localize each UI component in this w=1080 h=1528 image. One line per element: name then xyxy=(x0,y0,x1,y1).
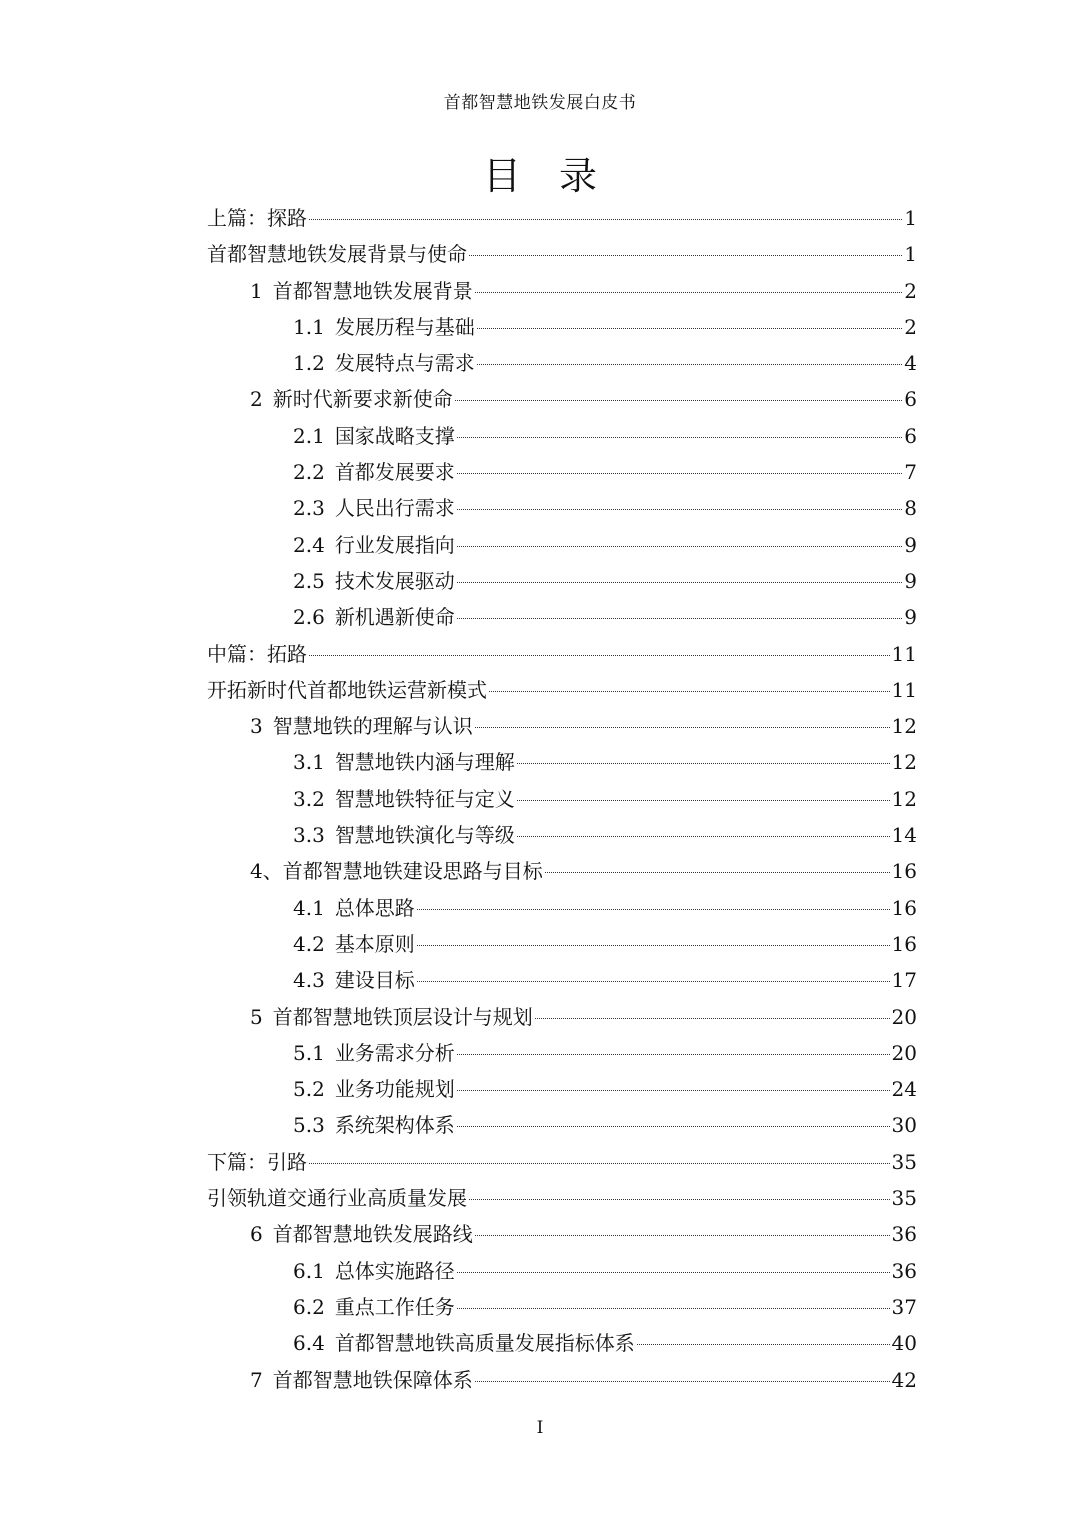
toc-entry-number: 2.2 xyxy=(293,460,325,485)
dot-leader xyxy=(469,255,902,256)
toc-entry-page: 6 xyxy=(904,423,917,448)
toc-entry-page: 9 xyxy=(904,605,917,630)
toc-entry-title: 智慧地铁内涵与理解 xyxy=(334,750,515,775)
dot-leader xyxy=(517,800,890,801)
toc-entry[interactable] xyxy=(207,1180,917,1216)
toc-entry-title: 开拓新时代首都地铁运营新模式 xyxy=(207,677,487,702)
toc-entry-page: 30 xyxy=(891,1113,917,1138)
toc-entry-title: 4、首都智慧地铁建设思路与目标 xyxy=(250,859,543,884)
dot-leader xyxy=(457,437,902,438)
toc-entry-title: 智慧地铁演化与等级 xyxy=(334,823,515,848)
dot-leader xyxy=(309,655,890,656)
toc-entry[interactable] xyxy=(207,200,917,236)
toc-entry[interactable] xyxy=(207,890,917,926)
toc-entry-number: 3 xyxy=(250,714,263,739)
dot-leader xyxy=(457,1126,890,1127)
toc-entry[interactable] xyxy=(207,636,917,672)
toc-entry-title: 技术发展驱动 xyxy=(334,568,455,593)
dot-leader xyxy=(475,1235,890,1236)
toc-title: 目 录 xyxy=(482,154,597,198)
toc-entry[interactable] xyxy=(207,345,917,381)
dot-leader xyxy=(417,981,890,982)
toc-entry-page: 40 xyxy=(891,1331,917,1356)
toc-entry-title: 人民出行需求 xyxy=(334,496,455,521)
toc-entry-title: 总体思路 xyxy=(334,895,415,920)
toc-entry[interactable] xyxy=(207,708,917,744)
toc-entry-page: 16 xyxy=(891,895,917,920)
toc-entry-page: 17 xyxy=(891,968,917,993)
dot-leader xyxy=(457,1090,890,1091)
dot-leader xyxy=(475,292,903,293)
toc-entry[interactable] xyxy=(207,1071,917,1107)
toc-entry-page: 20 xyxy=(891,1040,917,1065)
toc-entry-page: 16 xyxy=(891,931,917,956)
toc-entry-title: 建设目标 xyxy=(334,968,415,993)
toc-entry-title: 基本原则 xyxy=(334,931,415,956)
toc-entry-number: 4.3 xyxy=(293,968,325,993)
toc-entry-page: 11 xyxy=(891,641,917,666)
toc-entry-number: 7 xyxy=(250,1367,263,1392)
toc-entry-number: 5.1 xyxy=(293,1040,325,1065)
toc-entry-title: 总体实施路径 xyxy=(334,1258,455,1283)
toc-entry[interactable] xyxy=(207,381,917,417)
toc-entry[interactable] xyxy=(207,672,917,708)
toc-entry[interactable] xyxy=(207,418,917,454)
dot-leader xyxy=(457,1054,890,1055)
dot-leader xyxy=(417,945,890,946)
toc-entry-title: 上篇：探路 xyxy=(207,206,307,230)
toc-entry-title: 新机遇新使命 xyxy=(334,605,455,630)
toc-entry-page: 20 xyxy=(891,1004,917,1029)
toc-entry-title: 首都智慧地铁顶层设计与规划 xyxy=(272,1004,533,1029)
toc-entry-number: 5 xyxy=(250,1004,263,1029)
dot-leader xyxy=(309,219,902,220)
toc-entry[interactable] xyxy=(207,490,917,526)
toc-entry[interactable] xyxy=(207,817,917,853)
toc-entry[interactable] xyxy=(207,527,917,563)
toc-entry-page: 2 xyxy=(904,278,917,303)
toc-entry-number: 3.2 xyxy=(293,786,325,811)
toc-entry-title: 下篇：引路 xyxy=(207,1149,307,1174)
toc-entry-title: 新时代新要求新使命 xyxy=(272,387,453,412)
toc-entry-page: 12 xyxy=(891,750,917,775)
toc-entry-title: 智慧地铁特征与定义 xyxy=(334,786,515,811)
dot-leader xyxy=(477,328,902,329)
toc-entry[interactable] xyxy=(207,962,917,998)
toc-entry-page: 36 xyxy=(891,1258,917,1283)
table-of-contents xyxy=(207,200,917,1398)
dot-leader xyxy=(457,473,902,474)
dot-leader xyxy=(457,1272,890,1273)
toc-entry-title: 国家战略支撑 xyxy=(334,423,455,448)
dot-leader xyxy=(457,618,902,619)
toc-entry[interactable] xyxy=(207,1289,917,1325)
dot-leader xyxy=(517,836,890,837)
toc-entry-title: 行业发展指向 xyxy=(334,532,455,557)
toc-entry-number: 1 xyxy=(250,278,263,303)
toc-entry-page: 14 xyxy=(891,823,917,848)
toc-entry-title: 发展特点与需求 xyxy=(334,351,475,376)
toc-entry[interactable] xyxy=(207,999,917,1035)
toc-entry-title: 首都智慧地铁发展背景 xyxy=(272,278,473,303)
dot-leader xyxy=(457,509,902,510)
dot-leader xyxy=(309,1163,890,1164)
toc-entry-number: 4.1 xyxy=(293,895,325,920)
toc-entry-number: 6.4 xyxy=(293,1331,325,1356)
toc-entry-page: 24 xyxy=(891,1077,917,1102)
toc-entry-number: 6.1 xyxy=(293,1258,325,1283)
toc-entry[interactable] xyxy=(207,1362,917,1398)
toc-entry-number: 3.1 xyxy=(293,750,325,775)
toc-entry-title: 首都智慧地铁发展路线 xyxy=(272,1222,473,1247)
dot-leader xyxy=(637,1344,890,1345)
dot-leader xyxy=(477,364,902,365)
toc-entry-number: 1.1 xyxy=(293,314,325,339)
toc-entry-title: 发展历程与基础 xyxy=(334,314,475,339)
dot-leader xyxy=(545,872,890,873)
toc-entry-title: 首都发展要求 xyxy=(334,460,455,485)
toc-entry-page: 7 xyxy=(904,460,917,485)
toc-entry-title: 智慧地铁的理解与认识 xyxy=(272,714,473,739)
toc-entry-page: 1 xyxy=(904,206,917,230)
toc-entry[interactable] xyxy=(207,1325,917,1361)
dot-leader xyxy=(517,763,890,764)
toc-entry-number: 2.3 xyxy=(293,496,325,521)
toc-entry-page: 12 xyxy=(891,714,917,739)
toc-entry[interactable] xyxy=(207,1107,917,1143)
toc-entry[interactable] xyxy=(207,781,917,817)
toc-entry[interactable] xyxy=(207,1253,917,1289)
toc-entry-title: 系统架构体系 xyxy=(334,1113,455,1138)
toc-entry-page: 6 xyxy=(904,387,917,412)
toc-entry[interactable] xyxy=(207,1035,917,1071)
dot-leader xyxy=(457,546,902,547)
toc-entry-number: 5.2 xyxy=(293,1077,325,1102)
toc-entry-page: 36 xyxy=(891,1222,917,1247)
toc-entry-number: 5.3 xyxy=(293,1113,325,1138)
toc-entry-number: 2.5 xyxy=(293,568,325,593)
toc-entry[interactable] xyxy=(207,309,917,345)
dot-leader xyxy=(457,1308,890,1309)
toc-entry-page: 11 xyxy=(891,677,917,702)
dot-leader xyxy=(475,727,890,728)
toc-entry-number: 2.6 xyxy=(293,605,325,630)
dot-leader xyxy=(475,1381,890,1382)
toc-entry-page: 8 xyxy=(904,496,917,521)
toc-entry-page: 37 xyxy=(891,1294,917,1319)
dot-leader xyxy=(457,582,902,583)
toc-entry[interactable] xyxy=(207,1216,917,1252)
toc-entry-number: 1.2 xyxy=(293,351,325,376)
toc-entry-page: 9 xyxy=(904,568,917,593)
toc-entry-number: 6 xyxy=(250,1222,263,1247)
toc-entry-title: 中篇：拓路 xyxy=(207,641,307,666)
toc-entry-page: 4 xyxy=(904,351,917,376)
toc-entry-page: 35 xyxy=(891,1186,917,1211)
toc-entry-title: 首都智慧地铁发展背景与使命 xyxy=(207,242,467,267)
toc-entry[interactable] xyxy=(207,853,917,889)
toc-entry-number: 2.1 xyxy=(293,423,325,448)
toc-entry-title: 首都智慧地铁高质量发展指标体系 xyxy=(334,1331,635,1356)
toc-entry-page: 1 xyxy=(904,242,917,267)
dot-leader xyxy=(535,1018,890,1019)
toc-entry-number: 4.2 xyxy=(293,931,325,956)
toc-entry-page: 35 xyxy=(891,1149,917,1174)
toc-entry-title: 重点工作任务 xyxy=(334,1294,455,1319)
toc-entry[interactable] xyxy=(207,563,917,599)
dot-leader xyxy=(489,691,890,692)
dot-leader xyxy=(469,1199,890,1200)
toc-entry-page: 9 xyxy=(904,532,917,557)
toc-entry-page: 2 xyxy=(904,314,917,339)
dot-leader xyxy=(417,909,890,910)
dot-leader xyxy=(455,400,903,401)
toc-entry[interactable] xyxy=(207,926,917,962)
toc-entry[interactable] xyxy=(207,599,917,635)
toc-entry[interactable] xyxy=(207,273,917,309)
toc-entry-title: 引领轨道交通行业高质量发展 xyxy=(207,1186,467,1211)
toc-entry-number: 3.3 xyxy=(293,823,325,848)
toc-entry-title: 业务功能规划 xyxy=(334,1077,455,1102)
toc-entry-number: 2.4 xyxy=(293,532,325,557)
page-number: I xyxy=(536,1418,544,1438)
toc-entry-number: 6.2 xyxy=(293,1294,325,1319)
toc-entry-title: 首都智慧地铁保障体系 xyxy=(272,1367,473,1392)
toc-entry-number: 2 xyxy=(250,387,263,412)
toc-entry[interactable] xyxy=(207,744,917,780)
toc-entry[interactable] xyxy=(207,1144,917,1180)
toc-entry[interactable] xyxy=(207,454,917,490)
toc-entry[interactable] xyxy=(207,236,917,272)
toc-entry-page: 42 xyxy=(891,1367,917,1392)
toc-entry-page: 16 xyxy=(891,859,917,884)
toc-entry-title: 业务需求分析 xyxy=(334,1040,455,1065)
toc-entry-page: 12 xyxy=(891,786,917,811)
running-header: 首都智慧地铁发展白皮书 xyxy=(443,93,637,113)
